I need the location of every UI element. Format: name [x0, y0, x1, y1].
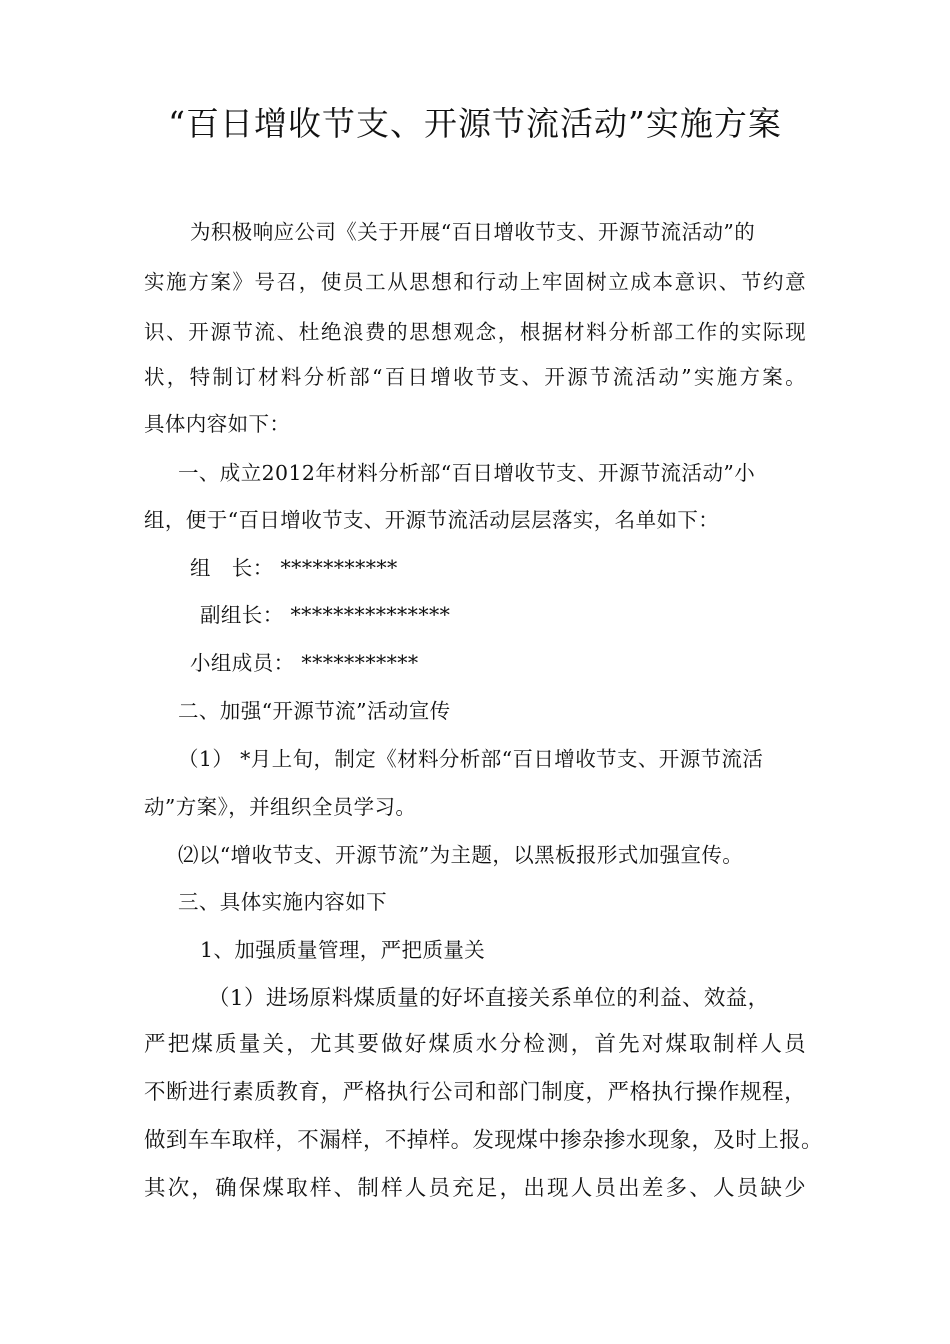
paragraph-line: 不断进行素质教育，严格执行公司和部门制度，严格执行操作规程， — [144, 1080, 806, 1105]
member-group-line: 小组成员： *********** — [190, 651, 419, 675]
paragraph-line: （1）进场原料煤质量的好坏直接关系单位的利益、效益， — [208, 986, 770, 1011]
paragraph-line: 其次，确保煤取样、制样人员充足，出现人员出差多、人员缺少 — [144, 1176, 806, 1201]
paragraph-line: 做到车车取样，不漏样，不掉样。发现煤中掺杂掺水现象，及时上报。 — [144, 1128, 823, 1153]
paragraph-line: 严把煤质量关，尤其要做好煤质水分检测，首先对煤取制样人员 — [144, 1032, 806, 1057]
paragraph-line: 识、开源节流、杜绝浪费的思想观念，根据材料分析部工作的实际现 — [144, 320, 806, 344]
document-title: “百日增收节支、开源节流活动”实施方案 — [168, 104, 782, 143]
paragraph-line: 动”方案》，并组织全员学习。 — [144, 795, 417, 819]
subsection-heading: 1、加强质量管理，严把质量关 — [200, 938, 486, 962]
member-deputy-line: 副组长： *************** — [200, 603, 451, 627]
section-heading: 三、具体实施内容如下 — [178, 890, 387, 914]
member-leader-line: 组 长： *********** — [190, 556, 398, 580]
paragraph-line: 状，特制订材料分析部“百日增收节支、开源节流活动”实施方案。 — [144, 365, 806, 389]
paragraph-line: 具体内容如下： — [144, 412, 291, 436]
paragraph-line: 一、成立2012年材料分析部“百日增收节支、开源节流活动”小 — [178, 461, 756, 485]
paragraph-line: 为积极响应公司《关于开展“百日增收节支、开源节流活动”的 — [190, 220, 756, 244]
paragraph-line: 组，便于“百日增收节支、开源节流活动层层落实，名单如下： — [144, 508, 720, 532]
paragraph-line: （1） *月上旬，制定《材料分析部“百日增收节支、开源节流活 — [178, 747, 764, 771]
section-heading: 二、加强“开源节流”活动宣传 — [178, 699, 451, 723]
paragraph-line: ⑵以“增收节支、开源节流”为主题，以黑板报形式加强宣传。 — [178, 843, 744, 867]
paragraph-line: 实施方案》号召，使员工从思想和行动上牢固树立成本意识、节约意 — [144, 270, 806, 294]
